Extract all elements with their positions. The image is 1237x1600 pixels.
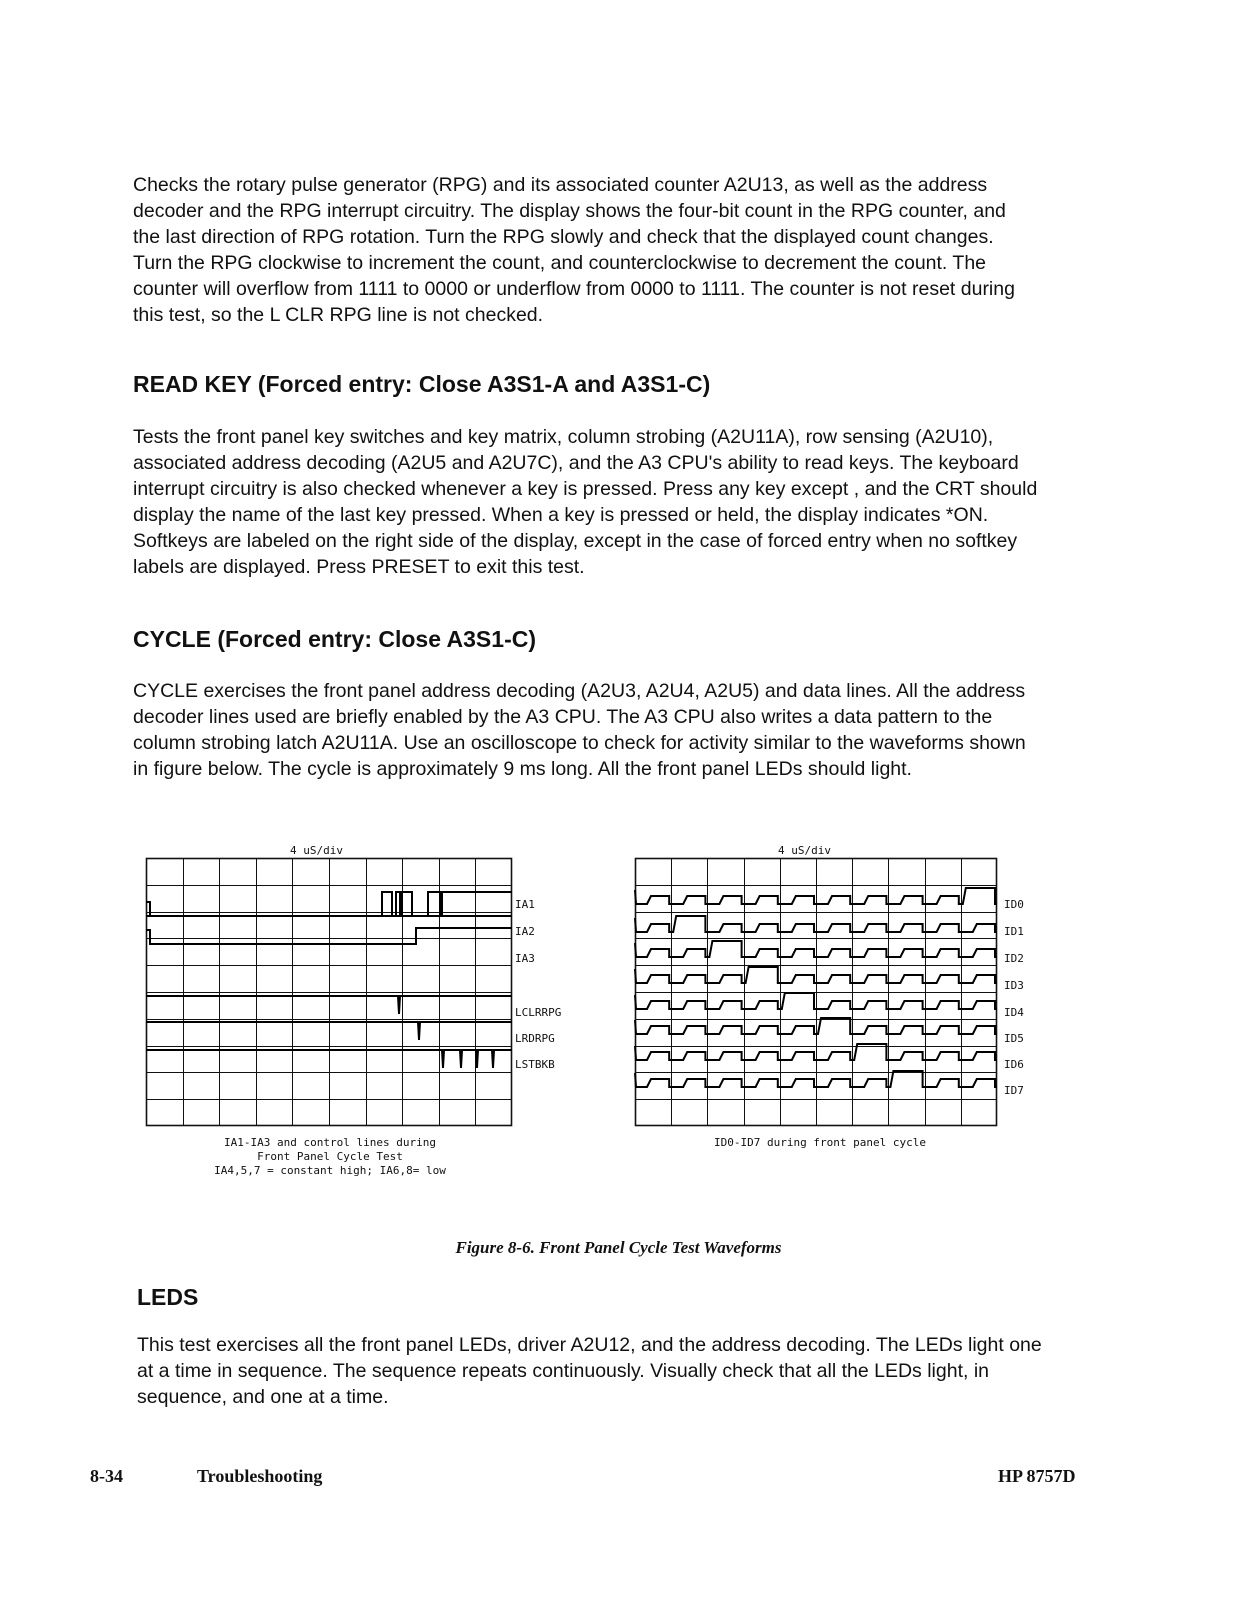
read-key-heading: READ KEY (Forced entry: Close A3S1-A and A3S1-C): [133, 371, 711, 397]
read-key-paragraph: Tests the front panel key switches and key matrix, column strobing (A2U11A), row sensing (A2U10), associated address decoding (A2U5 and A2U7C), and the A3 CPU's ability to read keys. The keyboard interrupt circuitry is also checked whenever a key is pressed. Press any key except , and the CRT should display the name of the last key pressed. When a key is pressed or held, the display indicates *ON. Softkeys are labeled on the right side of the display, except in the case of forced entry when no softkey labels are displayed. Press PRESET to exit this test.: [133, 426, 1038, 578]
right-scope-timebase: 4 uS/div: [778, 844, 831, 857]
signal-label-id0: ID0: [1004, 898, 1024, 911]
footer-model: HP 8757D: [998, 1466, 1076, 1486]
signal-label-id5: ID5: [1004, 1032, 1024, 1045]
signal-label-id1: ID1: [1004, 925, 1024, 938]
footer-section: Troubleshooting: [197, 1466, 323, 1486]
signal-label-id6: ID6: [1004, 1058, 1024, 1071]
footer-page-number: 8-34: [90, 1466, 123, 1486]
signal-label-lclrrpg: LCLRRPG: [515, 1006, 562, 1019]
right-scope-caption: ID0-ID7 during front panel cycle: [714, 1136, 926, 1149]
signal-label-id4: ID4: [1004, 1006, 1024, 1019]
signal-label-ia2: IA2: [515, 925, 535, 938]
leds-paragraph: This test exercises all the front panel LEDs, driver A2U12, and the address decoding. The LEDs light one at a time in sequence. The sequence repeats continuously. Visually check that all the LEDs light, in sequence, and one at a time.: [137, 1334, 1042, 1408]
cycle-heading: CYCLE (Forced entry: Close A3S1-C): [133, 626, 536, 652]
intro-paragraph: Checks the rotary pulse generator (RPG) and its associated counter A2U13, as well as the address decoder and the RPG interrupt circuitry. The display shows the four-bit count in the RPG counter, and the last direction of RPG rotation. Turn the RPG slowly and check that the displayed count changes. Turn the RPG clockwise to increment the count, and counterclockwise to decrement the count. The counter will overflow from 1111 to 0000 or underflow from 0000 to 1111. The counter is not reset during this test, so the L CLR RPG line is not checked.: [133, 174, 1015, 326]
left-scope-timebase: 4 uS/div: [290, 844, 343, 857]
signal-label-ia1: IA1: [515, 898, 535, 911]
signal-label-id2: ID2: [1004, 952, 1024, 965]
signal-label-lrdrpg: LRDRPG: [515, 1032, 555, 1045]
signal-label-id7: ID7: [1004, 1084, 1024, 1097]
signal-label-ia3: IA3: [515, 952, 535, 965]
signal-label-lstbkb: LSTBKB: [515, 1058, 555, 1071]
leds-heading: LEDS: [137, 1284, 199, 1310]
right-scope-display: [635, 858, 997, 1126]
left-scope-display: [146, 858, 512, 1126]
cycle-paragraph: CYCLE exercises the front panel address decoding (A2U3, A2U4, A2U5) and data lines. All the address decoder lines used are briefly enabled by the A3 CPU. The A3 CPU also writes a data pattern to the column strobing latch A2U11A. Use an oscilloscope to check for activity similar to the waveforms shown in figure below. The cycle is approximately 9 ms long. All the front panel LEDs should light.: [133, 680, 1026, 780]
left-scope-caption: IA1-IA3 and control lines during Front Panel Cycle Test IA4,5,7 = constant high; IA6,8= low: [214, 1136, 446, 1177]
signal-label-id3: ID3: [1004, 979, 1024, 992]
figure-caption: Figure 8-6. Front Panel Cycle Test Waveforms: [455, 1238, 782, 1257]
